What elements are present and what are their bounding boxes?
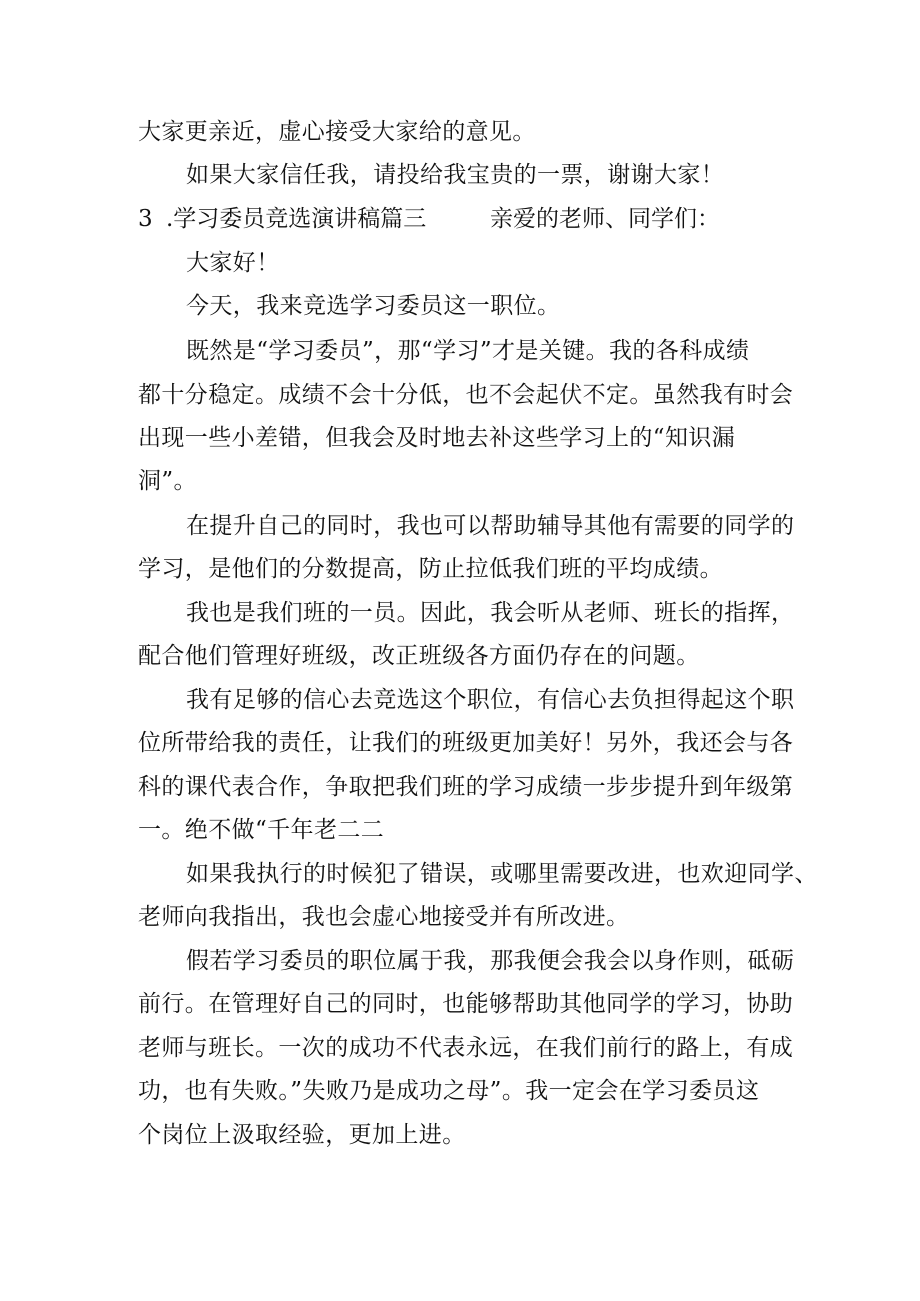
text-line: 在提升自己的同时，我也可以帮助辅导其他有需要的同学的 — [186, 513, 795, 539]
text-line: 我也是我们班的一员。因此，我会听从老师、班长的指挥， — [186, 600, 795, 626]
text-line: 学习，是他们的分数提高，防止拉低我们班的平均成绩。 — [138, 556, 723, 582]
text-line: 老师与班长。一次的成功不代表永远，在我们前行的路上，有成 — [138, 1035, 794, 1061]
heading-number: 3 — [138, 206, 153, 232]
text-line: 功，也有失败。”失败乃是成功之母”。我一定会在学习委员这 — [138, 1078, 760, 1104]
text-line: 洞”。 — [138, 468, 197, 494]
text-line: 假若学习委员的职位属于我，那我便会我会以身作则，砥砺 — [186, 948, 795, 974]
section-heading — [138, 204, 426, 234]
heading-salutation: 亲爱的老师、同学们： — [490, 206, 720, 232]
text-line: 我有足够的信心去竞选这个职位，有信心去负担得起这个职 — [186, 687, 795, 713]
text-line: 如果大家信任我，请投给我宝贵的一票，谢谢大家！ — [186, 162, 725, 188]
text-line: 前行。在管理好自己的同时，也能够帮助其他同学的学习，协助 — [138, 991, 794, 1017]
text-line: 大家好！ — [186, 250, 280, 276]
text-line: 既然是“学习委员”，那“学习”才是关键。我的各科成绩 — [186, 338, 750, 364]
text-line: 位所带给我的责任，让我们的班级更加美好！另外，我还会与各 — [138, 730, 794, 756]
text-line: 配合他们管理好班级，改正班级各方面仍存在的问题。 — [138, 643, 700, 669]
text-line: 个岗位上汲取经验，更加上进。 — [138, 1122, 466, 1148]
heading-title: .学习委员竞选演讲稿篇三 — [165, 206, 427, 232]
text-line: 如果我执行的时候犯了错误，或哪里需要改进，也欢迎同学、 — [186, 861, 818, 887]
text-line: 大家更亲近，虚心接受大家给的意见。 — [138, 119, 536, 145]
text-line: 科的课代表合作，争取把我们班的学习成绩一步步提升到年级第 — [138, 774, 794, 800]
text-line: 一。绝不做“千年老二二 — [138, 817, 385, 843]
text-line: 都十分稳定。成绩不会十分低，也不会起伏不定。虽然我有时会 — [138, 382, 794, 408]
text-line: 老师向我指出，我也会虚心地接受并有所改进。 — [138, 904, 630, 930]
text-line: 今天，我来竞选学习委员这一职位。 — [186, 293, 561, 319]
text-line: 出现一些小差错，但我会及时地去补这些学习上的“知识漏 — [138, 425, 736, 451]
